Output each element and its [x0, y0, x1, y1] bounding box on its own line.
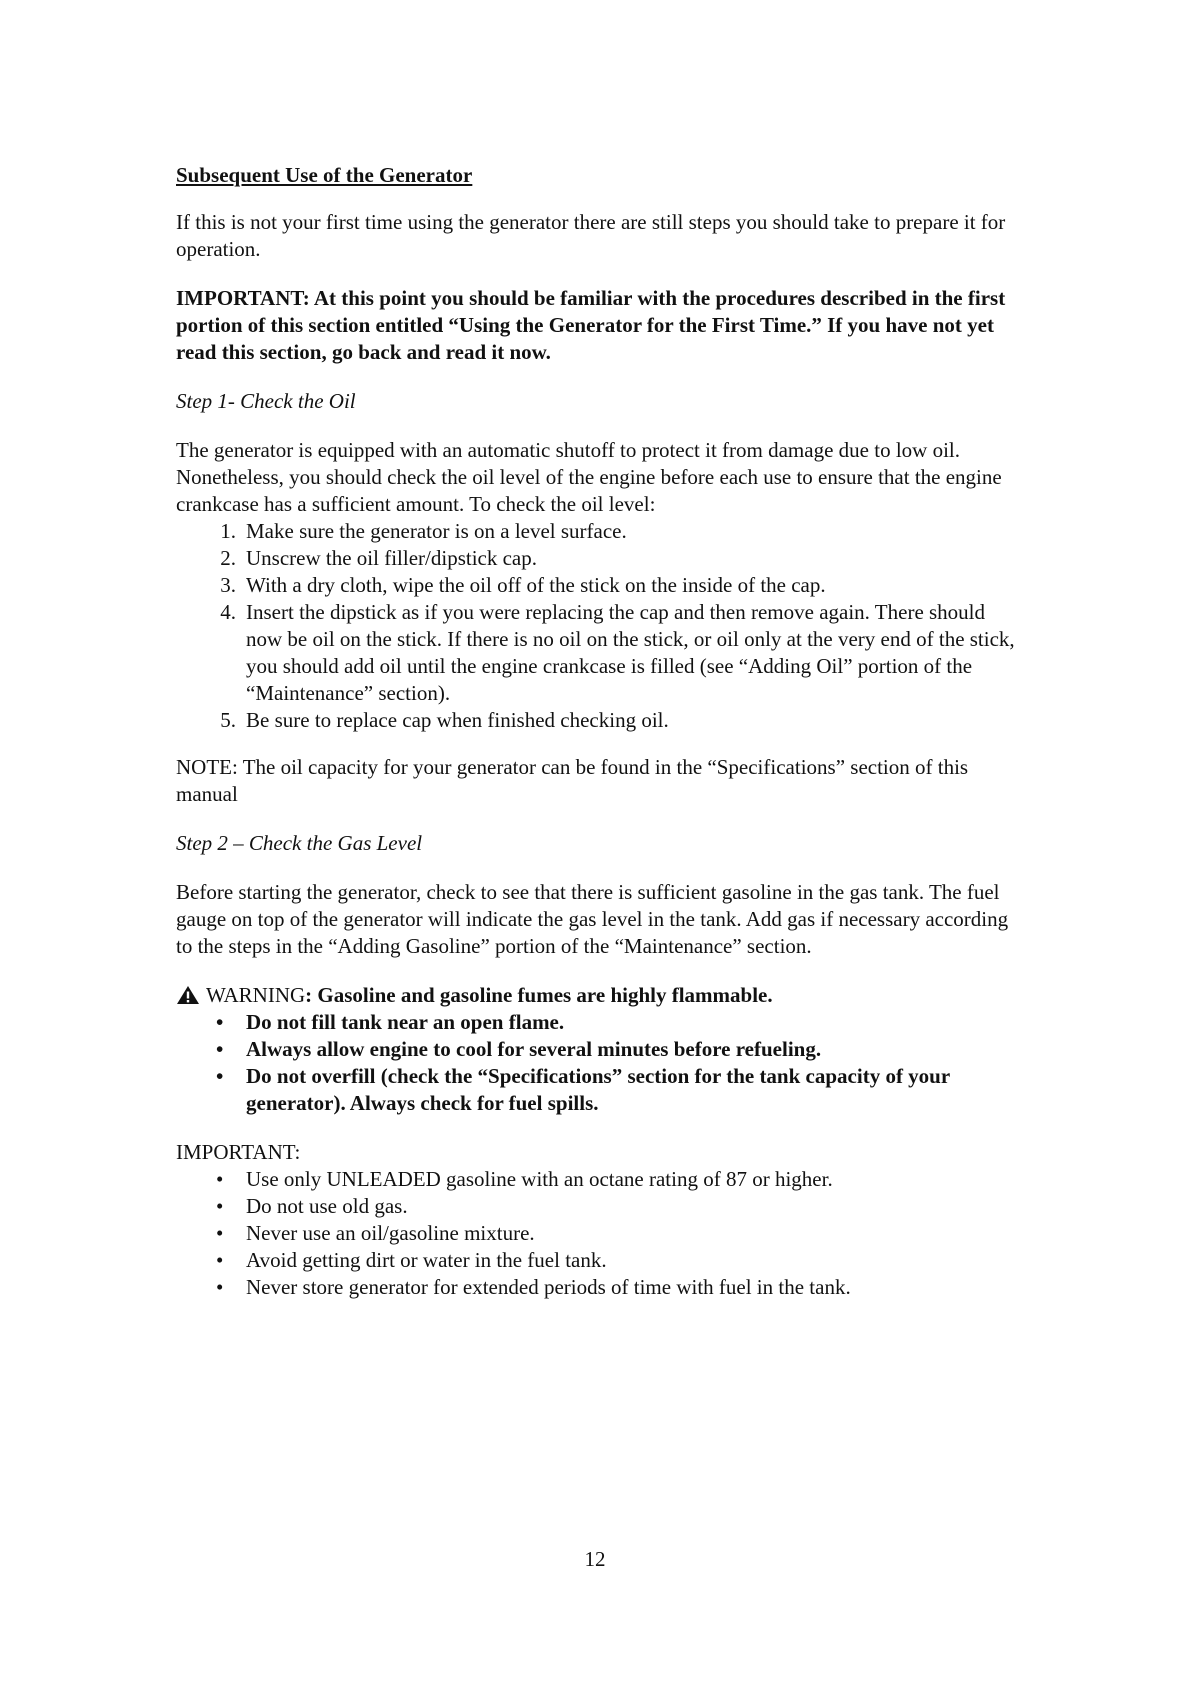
step-1-body: The generator is equipped with an automatic shutoff to protect it from damage due to low oil. Nonetheless, you should check the oil level of the engine before each use to ensure that the engine crankcase has a sufficient amount. To check the oil level: [176, 438, 1002, 516]
oil-check-steps [176, 518, 1026, 734]
warning-bullets [176, 1009, 1026, 1117]
list-item: • Never store generator for extended periods of time with fuel in the tank. [216, 1275, 851, 1299]
bullet: • [216, 1194, 224, 1218]
list-item: • Avoid getting dirt or water in the fuel tank. [216, 1248, 607, 1272]
intro-paragraph: If this is not your first time using the generator there are still steps you should take to prepare it for operation. [176, 210, 1006, 261]
list-item: • Never use an oil/gasoline mixture. [216, 1221, 535, 1245]
list-item: • Always allow engine to cool for several minutes before refueling. [216, 1037, 822, 1061]
list-item: 4. Insert the dipstick as if you were replacing the cap and then remove again. There should now be oil on the stick. If there is no oil on the stick, or oil only at the very end of the stick, you should add oil until the engine crankcase is filled (see “Adding Oil” portion of the “Maintenance” section). [220, 600, 1015, 705]
step-2-title: Step 2 – Check the Gas Level [176, 831, 423, 855]
warning-triangle-icon [176, 985, 200, 1005]
step-2-body: Before starting the generator, check to see that there is sufficient gasoline in the gas tank. The fuel gauge on top of the generator will indicate the gas level in the tank. Add gas if necessary according to the steps in the “Adding Gasoline” portion of the “Maintenance” section. [176, 880, 1009, 958]
important-section [176, 1139, 1026, 1301]
list-item: • Do not fill tank near an open flame. [216, 1010, 565, 1034]
step-1-title: Step 1- Check the Oil [176, 389, 356, 413]
step-1-section [176, 437, 1026, 734]
bullet: • [216, 1037, 224, 1061]
bullet: • [216, 1167, 224, 1191]
bullet: • [216, 1275, 224, 1299]
list-item: • Use only UNLEADED gasoline with an octane rating of 87 or higher. [216, 1167, 833, 1191]
list-item: 5. Be sure to replace cap when finished checking oil. [220, 708, 669, 732]
important-bullets [176, 1166, 1026, 1301]
bullet: • [216, 1248, 224, 1272]
warning-text: : Gasoline and gasoline fumes are highly flammable. [305, 983, 773, 1007]
bullet: • [216, 1221, 224, 1245]
list-item: • Do not overfill (check the “Specifications” section for the tank capacity of your generator). Always check for fuel spills. [216, 1064, 950, 1115]
document-page [176, 162, 1026, 1301]
important-label: IMPORTANT: [176, 1140, 301, 1164]
oil-capacity-note: NOTE: The oil capacity for your generator can be found in the “Specifications” section of this manual [176, 755, 969, 806]
bullet: • [216, 1010, 224, 1034]
list-item: 1. Make sure the generator is on a level surface. [220, 519, 627, 543]
warning-section [176, 982, 1026, 1117]
warning-label: WARNING [206, 983, 306, 1007]
page-number: 12 [584, 1547, 606, 1571]
warning-line [176, 982, 1026, 1009]
list-item: • Do not use old gas. [216, 1194, 408, 1218]
bullet: • [216, 1064, 224, 1088]
list-item: 3. With a dry cloth, wipe the oil off of the stick on the inside of the cap. [220, 573, 826, 597]
list-item: 2. Unscrew the oil filler/dipstick cap. [220, 546, 537, 570]
section-title: Subsequent Use of the Generator [176, 163, 473, 187]
important-notice: IMPORTANT: At this point you should be familiar with the procedures described in the first portion of this section entitled “Using the Generator for the First Time.” If you have not yet read this section, go back and read it now. [176, 286, 1006, 364]
